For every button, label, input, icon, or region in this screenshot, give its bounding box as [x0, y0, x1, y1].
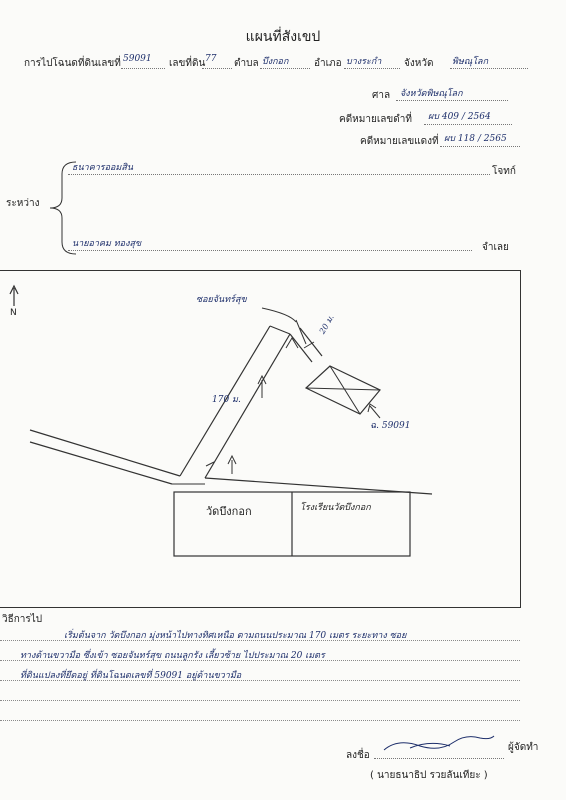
signer-name: ( นายธนาธิป รวยลันเทียะ ) — [370, 770, 488, 781]
side-distance-label: 20 ม. — [317, 313, 336, 336]
directions-line-3: ที่ดินแปลงที่ยึดอยู่ ที่ดินโฉนดเลขที่ 59091 อยู่ด้านขวามือ — [20, 671, 242, 681]
sketch-map — [0, 270, 520, 606]
role-label: ผู้จัดทำ — [508, 742, 539, 753]
court-value: จังหวัดพิษณุโลก — [400, 89, 463, 99]
subdistrict-label: ตำบล — [234, 58, 259, 69]
temple-label: วัดบึงกอก — [206, 505, 252, 518]
district-value: บางระกำ — [346, 57, 382, 67]
land-parcel — [306, 366, 380, 418]
road-distance-label: 170 ม. — [212, 395, 241, 405]
directions-line-1: เริ่มต้นจาก วัดบึงกอก มุ่งหน้าไปทางทิศเหนือ ตามถนนประมาณ 170 เมตร ระยะทาง ซอย — [64, 631, 407, 641]
red-case-value: ผบ 118 / 2565 — [444, 134, 507, 144]
header-line — [0, 56, 566, 72]
between-label: ระหว่าง — [6, 198, 40, 209]
lot-label: เลขที่ดิน — [169, 58, 206, 69]
soi-road — [180, 308, 322, 478]
plaintiff-name: ธนาคารออมสิน — [72, 163, 133, 173]
signature-mark — [380, 730, 500, 756]
page-title: แผนที่สังเขป — [245, 29, 321, 45]
directions-heading: วิธีการไป — [2, 614, 43, 625]
sign-label: ลงชื่อ — [346, 750, 370, 761]
north-arrow-icon — [10, 286, 18, 306]
province-label: จังหวัด — [404, 58, 434, 69]
province-value: พิษณุโลก — [452, 57, 489, 67]
parcel-label: ฉ. 59091 — [370, 421, 411, 431]
lot-value: 77 — [205, 54, 217, 64]
main-road — [30, 430, 432, 494]
court-label: ศาล — [372, 90, 391, 101]
north-label: N — [10, 308, 17, 318]
red-case-label: คดีหมายเลขแดงที่ — [360, 136, 439, 147]
black-case-value: ผบ 409 / 2564 — [428, 112, 491, 122]
defendant-role: จำเลย — [482, 242, 509, 253]
subdistrict-value: บึงกอก — [262, 57, 289, 67]
directions-line-2: ทางด้านขวามือ ซึ่งเข้า ซอยจันทร์สุข ถนนลูกรัง เลี้ยวซ้าย ไปประมาณ 20 เมตร — [20, 651, 325, 661]
deed-label: การไปโฉนดที่ดินเลขที่ — [24, 58, 121, 69]
road-name-label: ซอยจันทร์สุข — [196, 295, 247, 305]
deed-value: 59091 — [123, 54, 152, 64]
plaintiff-role: โจทก์ — [492, 166, 516, 177]
defendant-name: นายอาคม ทองสุข — [72, 239, 142, 249]
school-label: โรงเรียนวัดบึงกอก — [300, 503, 371, 513]
district-label: อำเภอ — [314, 58, 342, 69]
black-case-label: คดีหมายเลขดำที่ — [339, 114, 412, 125]
